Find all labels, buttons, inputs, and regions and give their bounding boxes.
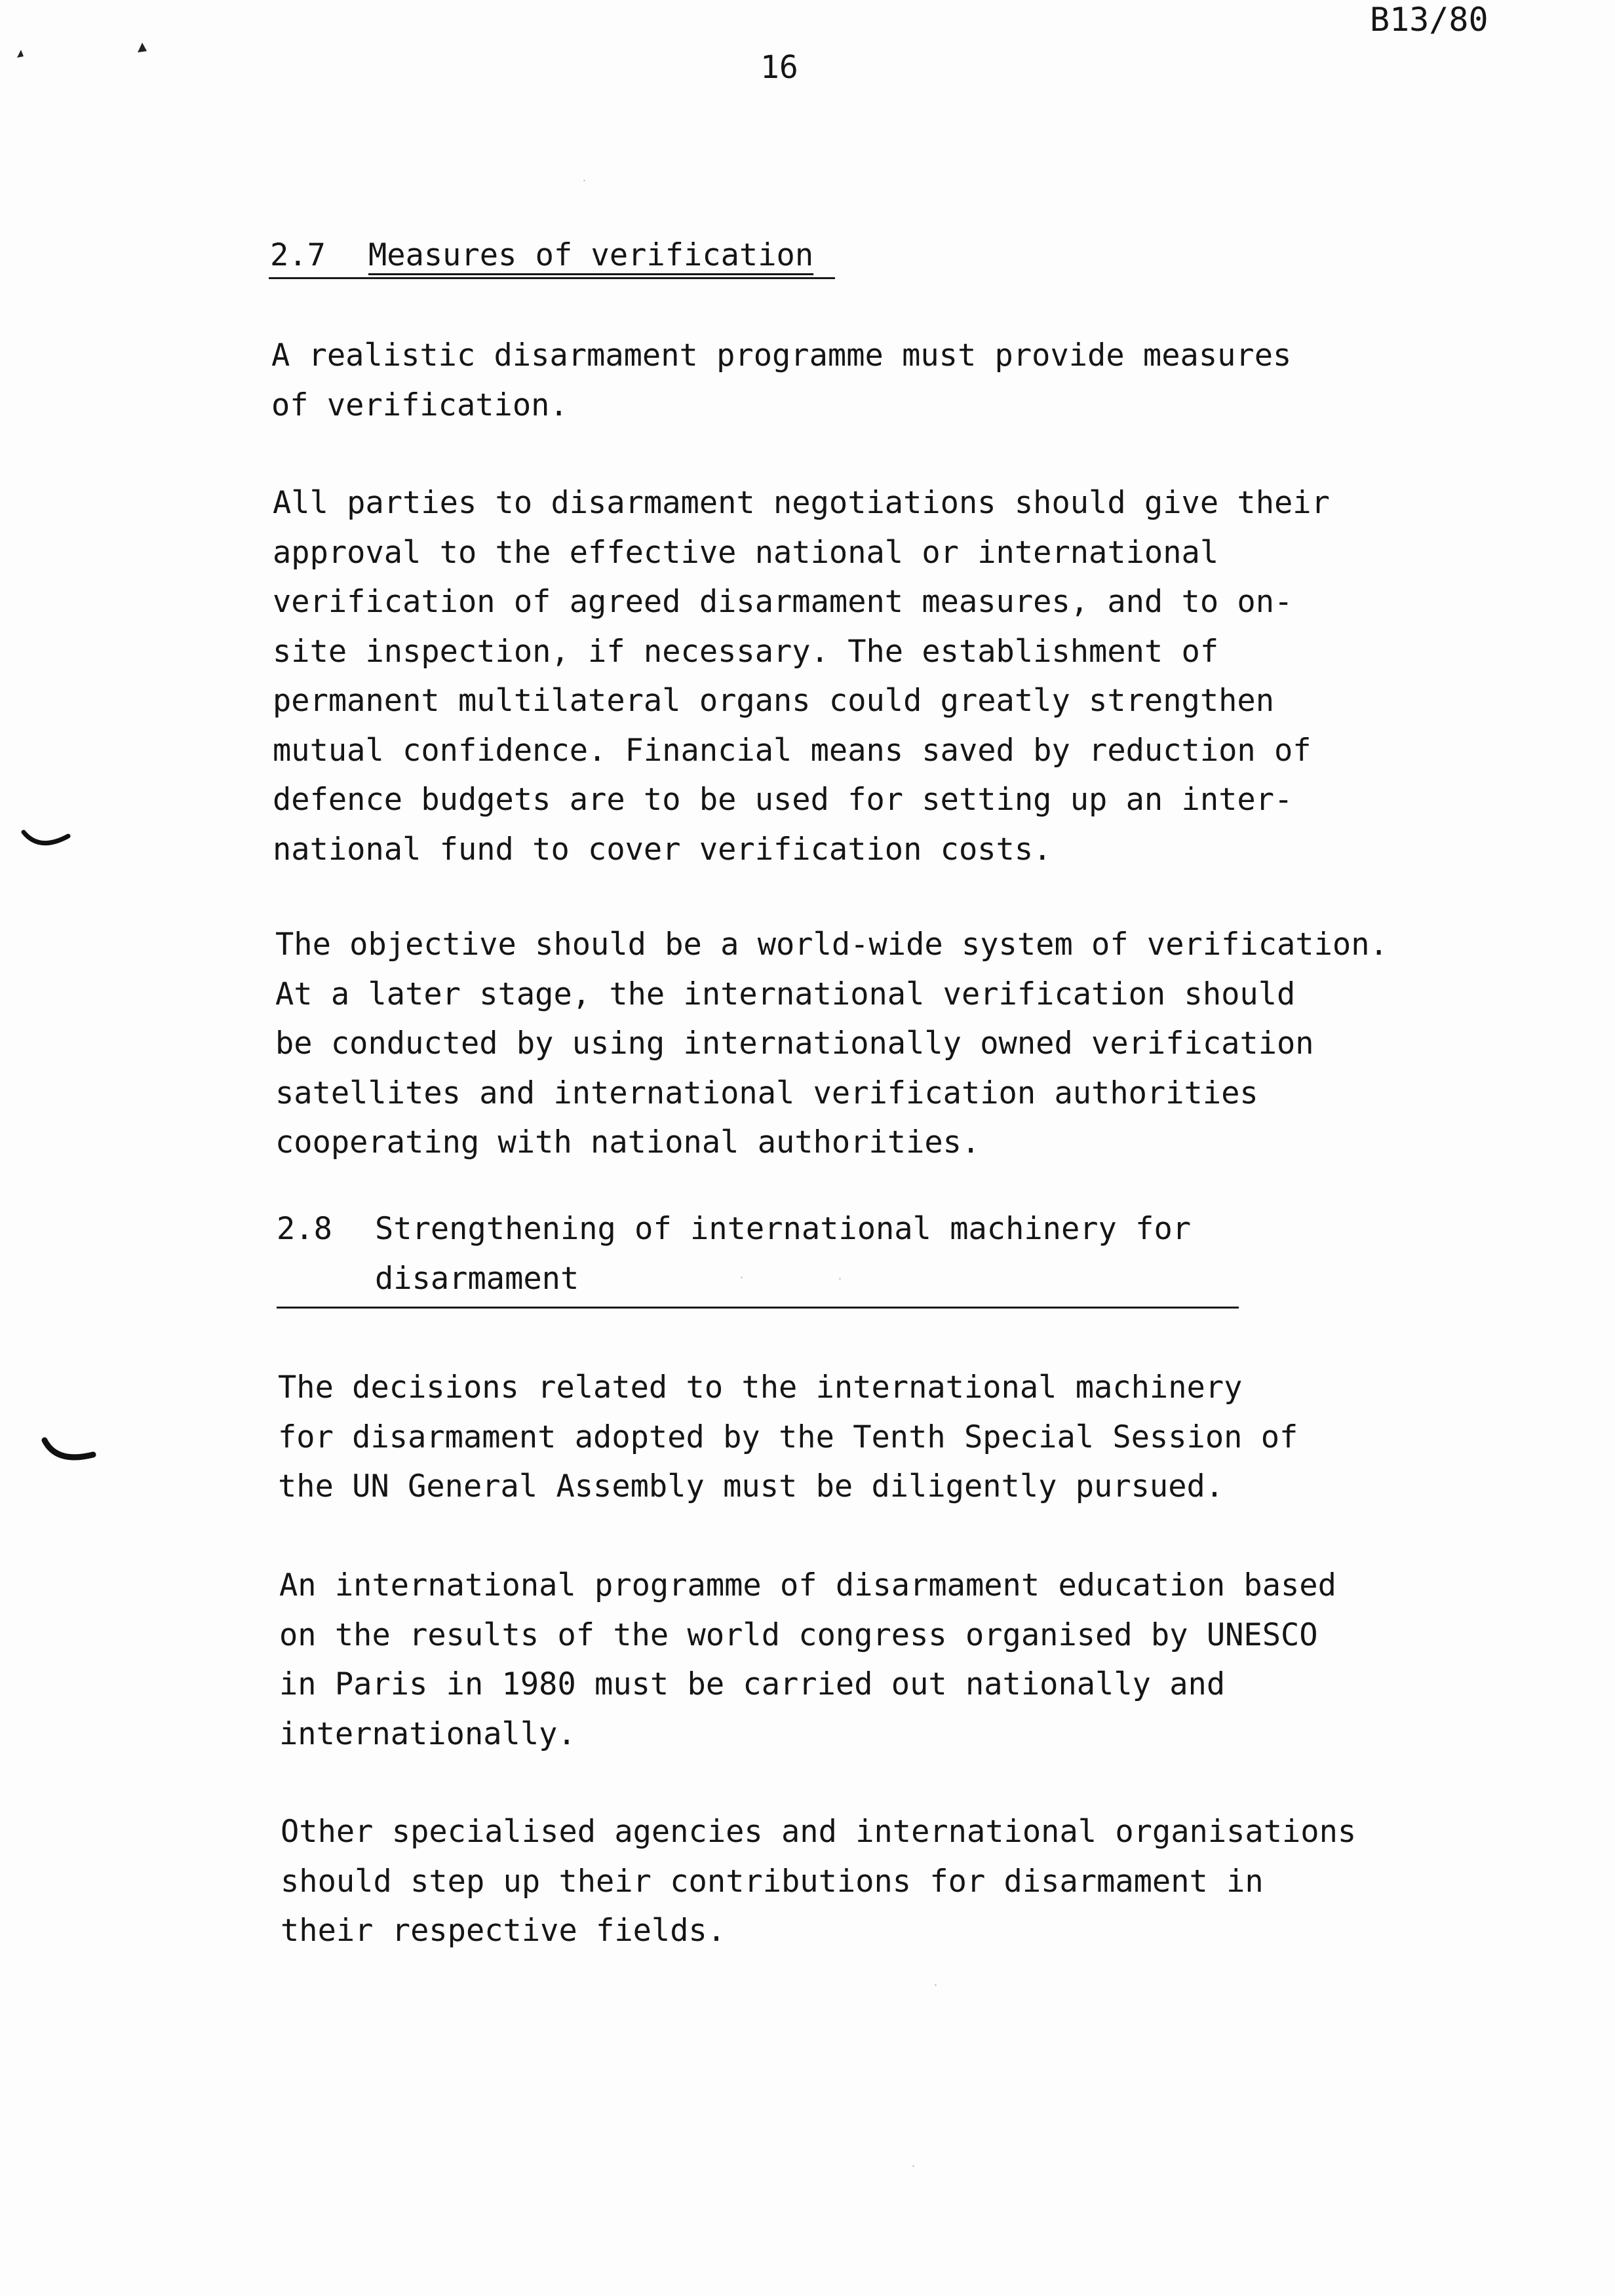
scan-speck: [741, 1276, 743, 1278]
paragraph-line: of verification.: [271, 387, 568, 423]
paragraph-line: approval to the effective national or international: [273, 534, 1219, 571]
paragraph-line: cooperating with national authorities.: [275, 1124, 981, 1160]
paragraph-line: Other specialised agencies and international organisations: [281, 1814, 1357, 1850]
page-number: 16: [760, 49, 798, 86]
paragraph-line: The decisions related to the international machinery: [278, 1369, 1243, 1406]
section-2-8-title-line-2: disarmament: [375, 1261, 579, 1297]
paragraph-line: defence budgets are to be used for setting up an inter-: [273, 782, 1293, 818]
section-2-8-underline: [277, 1307, 1239, 1309]
scan-speck: [583, 180, 585, 182]
paragraph-line: site inspection, if necessary. The establishment of: [273, 633, 1219, 670]
margin-tick-mark-2: [39, 1435, 98, 1474]
section-2-8-heading: [277, 1210, 1191, 1249]
section-2-8-title-line-1: Strengthening of international machinery for: [375, 1211, 1192, 1247]
paragraph-line: verification of agreed disarmament measures, and to on-: [273, 584, 1293, 620]
section-2-7-title: Measures of verification: [368, 237, 814, 273]
paragraph-line: the UN General Assembly must be diligently pursued.: [278, 1468, 1224, 1504]
punch-hole-mark-left: [14, 47, 28, 60]
section-2-8-paragraph-3: [281, 1807, 1356, 1956]
scan-speck: [912, 2165, 914, 2167]
paragraph-line: be conducted by using internationally owned verification: [275, 1025, 1314, 1062]
section-2-7-paragraph-3: [275, 920, 1388, 1168]
paragraph-line: national fund to cover verification costs.: [273, 831, 1052, 868]
paragraph-line: The objective should be a world-wide system of verification.: [275, 927, 1388, 963]
scan-speck: [935, 1984, 937, 1986]
paragraph-line: in Paris in 1980 must be carried out nationally and: [279, 1666, 1226, 1702]
section-2-8-number: 2.8: [277, 1211, 332, 1247]
section-2-7-underline: [269, 277, 835, 279]
section-2-7-paragraph-2: [273, 478, 1330, 874]
paragraph-line: their respective fields.: [281, 1913, 726, 1949]
paragraph-line: internationally.: [279, 1715, 576, 1752]
paragraph-line: for disarmament adopted by the Tenth Special Session of: [278, 1419, 1298, 1455]
scan-speck: [839, 1278, 841, 1280]
section-2-7-heading: [270, 236, 813, 275]
paragraph-line: satellites and international verification authorities: [275, 1075, 1258, 1111]
margin-tick-mark-1: [20, 826, 72, 858]
section-2-8-paragraph-1: [278, 1363, 1298, 1512]
paragraph-line: on the results of the world congress organised by UNESCO: [279, 1617, 1318, 1653]
section-2-8-paragraph-2: [279, 1561, 1336, 1759]
paragraph-line: All parties to disarmament negotiations should give their: [273, 485, 1330, 521]
document-reference: B13/80: [1370, 1, 1489, 39]
paragraph-line: A realistic disarmament programme must provide measures: [271, 337, 1292, 373]
paragraph-line: should step up their contributions for disarmament in: [281, 1863, 1264, 1900]
paragraph-line: An international programme of disarmament education based: [279, 1567, 1336, 1603]
punch-hole-mark-right: [135, 41, 149, 55]
section-2-7-number: 2.7: [270, 237, 326, 273]
section-2-7-paragraph-1: [271, 331, 1291, 430]
paragraph-line: permanent multilateral organs could greatly strengthen: [273, 683, 1275, 719]
paragraph-line: mutual confidence. Financial means saved by reduction of: [273, 732, 1312, 769]
paragraph-line: At a later stage, the international verification should: [275, 976, 1296, 1012]
